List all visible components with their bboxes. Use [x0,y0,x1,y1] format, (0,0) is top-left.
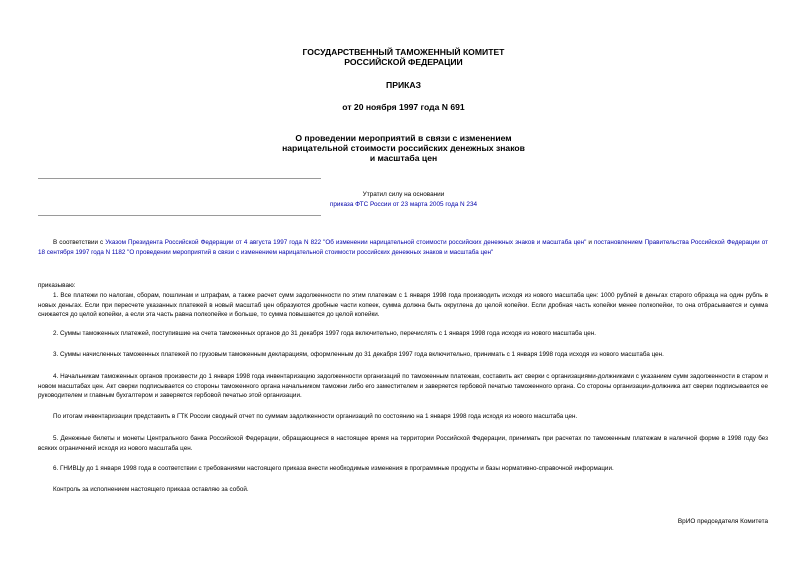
item-3: 3. Суммы начисленных таможенных платежей по грузовым таможенным декларациям, оформленным до 31 декабря 1997 года включительно, принимать с 1 января 1998 года исходя из нового масштаба цен. [53,351,664,358]
org-name-line1: ГОСУДАРСТВЕННЫЙ ТАМОЖЕННЫЙ КОМИТЕТ [302,47,505,57]
decree-link[interactable]: Указом Президента Российской Федерации от 4 августа 1997 года N 822 "Об изменении нарицательной стоимости российских денежных знаков и масштаба цен" [105,239,587,246]
doc-title-line3: и масштаба цен [369,153,438,163]
item-4-continuation: По итогам инвентаризации представить в ГТК России сводный отчет по суммам задолженности организаций по состоянию на 1 января 1998 года исходя из нового масштаба цен. [53,413,578,420]
item-1: 1. Все платежи по налогам, сборам, пошлинам и штрафам, а также расчет сумм задолженности по этим платежам с 1 января 1998 года производить исходя из нового масштаба цен: 1000 рублей в деньгах старого образца на один рубль в новых деньгах. Если при пересчете указанных платежей в новый масштаб цен образуются дробные части копеек, сумма должна быть округлена до целой копейки. Если дробная часть копейки менее полкопейки, то она отбрасывается и сумма снижается до целой копейки, а если эта часть равна полкопейке и больше, то сумма повышается до целой копейки. [38,292,768,318]
item-5: 5. Денежные билеты и монеты Центрального банка Российской Федерации, обращающиеся в настоящее время на территории Российской Федерации, принимать при расчетах по таможенным платежам в наличной форме в 1998 году без всяких ограничений исходя из нового масштаба цен. [38,435,768,452]
item-6: 6. ГНИВЦу до 1 января 1998 года в соответствии с требованиями настоящего приказа внести необходимые изменения в программные продукты и базы нормативно-справочной информации. [53,465,614,472]
doc-type: ПРИКАЗ [386,80,421,90]
resolution-link[interactable]: постановлением Правительства Российской Федерации от 18 сентября 1997 года N 1182 "О проведении мероприятий в связи с изменением нарицательной стоимости российских денежных знаков и масштаба цен" [38,239,768,256]
item-4: 4. Начальникам таможенных органов произвести до 1 января 1998 года инвентаризацию задолженности организаций по таможенным платежам, составить акт сверки с организациями-должниками с указанием сумм задолженности в старом и новом масштабах цен. Акт сверки подписывается со стороны таможенного органа начальником таможни либо его заместителем и заверяется гербовой печатью таможенного органа. Со стороны организации-должника акт сверки подписывается ее руководителем и главным бухгалтером и заверяется гербовой печатью этой организации. [38,373,768,399]
doc-title-line2: нарицательной стоимости российских денежных знаков [282,143,525,153]
intro-mid: и [586,239,595,246]
signature-position: ВрИО председателя Комитета [677,518,768,525]
divider-top [38,178,321,179]
control-clause: Контроль за исполнением настоящего приказа оставляю за собой. [53,486,249,493]
doc-date: от 20 ноября 1997 года N 691 [342,102,465,112]
divider-bottom [38,215,321,216]
intro-prefix: В соответствии с [53,239,106,246]
org-name-line2: РОССИЙСКОЙ ФЕДЕРАЦИИ [344,57,463,67]
order-word: приказываю: [38,282,76,289]
item-2: 2. Суммы таможенных платежей, поступившие на счета таможенных органов до 31 декабря 1997 года включительно, перечислять с 1 января 1998 года исходя из нового масштаба цен. [53,330,597,337]
doc-title-line1: О проведении мероприятий в связи с изменением [295,133,512,143]
repeal-order-link[interactable]: приказа ФТС России от 23 марта 2005 года N 234 [329,201,478,208]
intro-paragraph [38,238,768,257]
status-note: Утратил силу на основании [362,191,445,198]
